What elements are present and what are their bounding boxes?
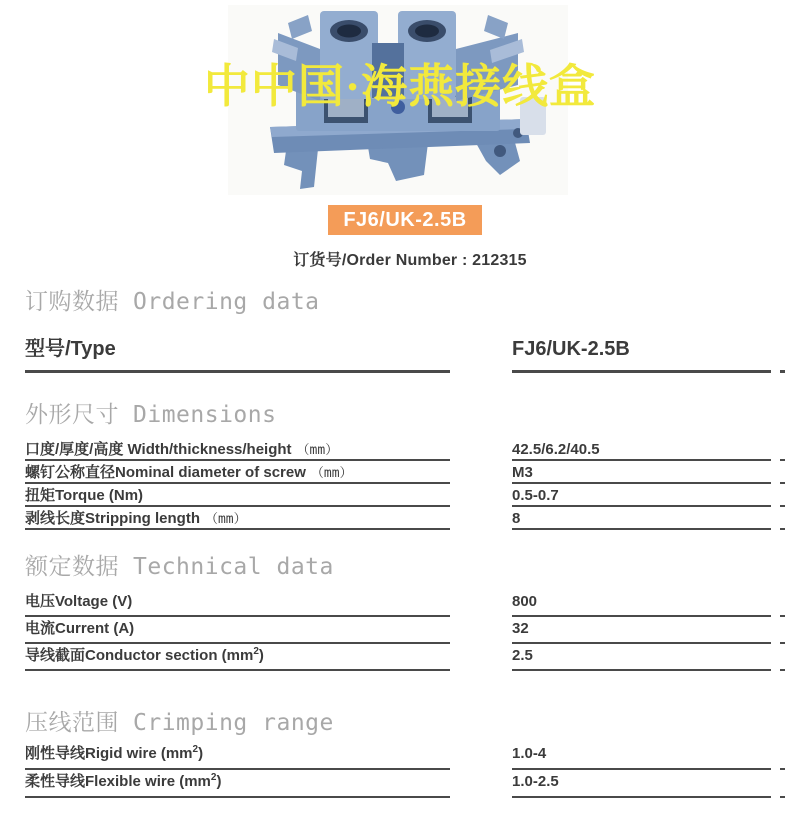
row-label: 口度/厚度/高度 Width/thickness/height (25, 441, 292, 458)
type-label: 型号/Type (25, 338, 116, 360)
product-photo (228, 5, 568, 195)
table-edge-dash (780, 617, 785, 644)
row-label: 导线截面Conductor section (mm (25, 647, 254, 664)
section-heading-technical-data (25, 548, 334, 581)
spec-row-stripping-length (25, 507, 785, 530)
spec-row-torque (25, 484, 785, 507)
row-label: 扭矩Torque (Nm) (25, 487, 144, 504)
table-edge-dash (780, 461, 785, 484)
table-edge-dash (780, 742, 785, 770)
spec-row-screw-diameter (25, 461, 785, 484)
technical-table (25, 590, 785, 671)
type-table (25, 334, 785, 373)
spec-row-voltage (25, 590, 785, 617)
heading-en: Ordering data (133, 289, 320, 315)
terminal-block-illustration (228, 5, 568, 195)
row-unit: （mm） (204, 512, 247, 527)
table-edge-dash (780, 438, 785, 461)
heading-en: Crimping range (133, 710, 334, 736)
row-value: 2.5 (512, 647, 533, 664)
section-heading-crimping-range (25, 704, 334, 737)
row-unit: （mm） (296, 443, 339, 458)
model-badge: FJ6/UK-2.5B (328, 205, 482, 235)
row-label: 柔性导线Flexible wire (mm (25, 773, 211, 790)
heading-cn: 外形尺寸 (25, 402, 119, 428)
section-heading-dimensions (25, 396, 276, 429)
row-value: 800 (512, 593, 538, 610)
row-value: M3 (512, 464, 533, 481)
heading-en: Technical data (133, 554, 334, 580)
table-edge-dash (780, 507, 785, 530)
heading-cn: 订购数据 (25, 289, 119, 315)
table-edge-dash (780, 484, 785, 507)
order-number: 订货号/Order Number : 212315 (293, 252, 527, 269)
spec-row-width-thickness-height (25, 438, 785, 461)
spec-row-current (25, 617, 785, 644)
row-value: 1.0-2.5 (512, 773, 559, 790)
row-label: 电压Voltage (V) (25, 593, 133, 610)
heading-cn: 压线范围 (25, 710, 119, 736)
heading-cn: 额定数据 (25, 554, 119, 580)
spec-row-flexible-wire: 柔性导线Flexible wire $(mm^2)$ 1.0-2.5 (25, 770, 785, 798)
heading-en: Dimensions (133, 402, 277, 428)
row-value: 42.5/6.2/40.5 (512, 441, 600, 458)
spec-row-rigid-wire: 刚性导线Rigid wire $(mm^2)$ 1.0-4 (25, 742, 785, 770)
row-value: 1.0-4 (512, 745, 547, 762)
table-edge-dash (780, 644, 785, 671)
table-edge-dash (780, 334, 785, 373)
row-label: 刚性导线Rigid wire (mm (25, 745, 193, 762)
type-row (25, 334, 785, 373)
table-edge-dash (780, 590, 785, 617)
spec-row-conductor-section: 导线截面Conductor section $(mm^2)$ 2.5 (25, 644, 785, 671)
type-value: FJ6/UK-2.5B (512, 338, 630, 360)
row-unit: （mm） (310, 466, 353, 481)
watermark-text: 中中国·海燕接线盒 (203, 61, 597, 112)
section-heading-ordering-data (25, 283, 320, 316)
row-value: 32 (512, 620, 529, 637)
crimping-table (25, 742, 785, 798)
table-edge-dash (780, 770, 785, 798)
row-label: 剥线长度Stripping length (25, 510, 200, 527)
row-value: 0.5-0.7 (512, 487, 559, 504)
row-label: 螺钉公称直径Nominal diameter of screw (25, 464, 306, 481)
dimensions-table (25, 438, 785, 530)
row-label: 电流Current (A) (25, 620, 135, 637)
row-value: 8 (512, 510, 521, 527)
